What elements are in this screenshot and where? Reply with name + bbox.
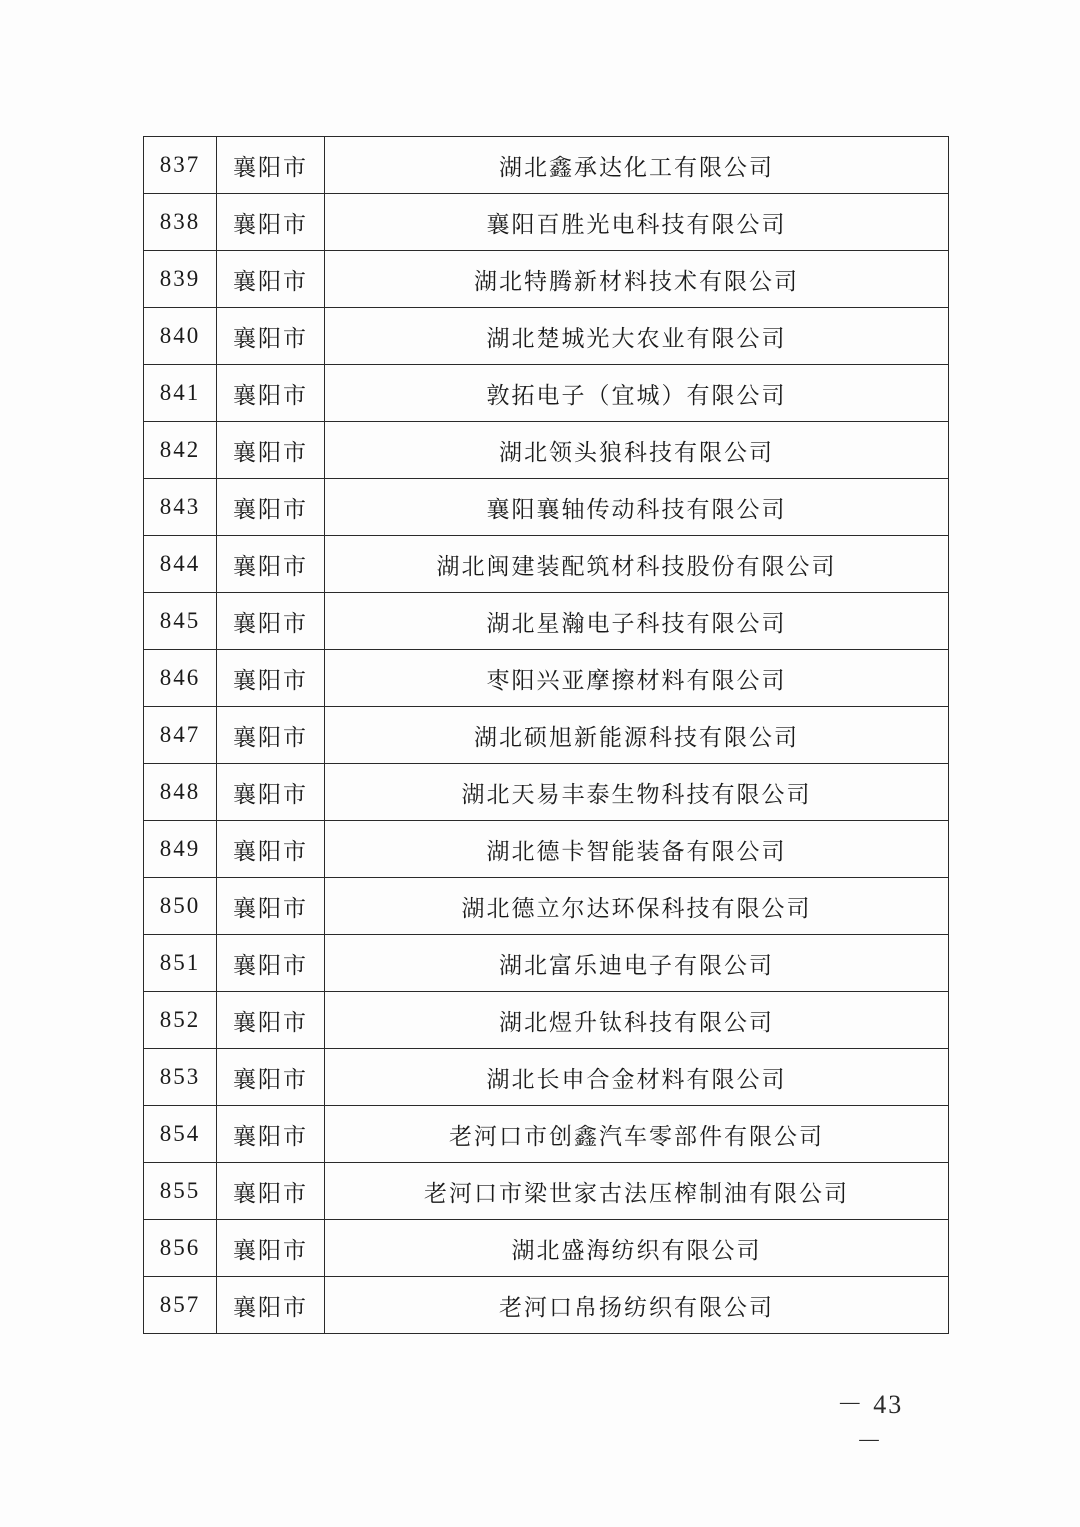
table-row	[144, 821, 949, 878]
row-number-cell: 849	[144, 821, 217, 878]
company-list-table	[143, 136, 949, 1334]
table-row	[144, 1049, 949, 1106]
city-cell: 襄阳市	[217, 821, 325, 878]
city-cell: 襄阳市	[217, 593, 325, 650]
row-number-cell: 838	[144, 194, 217, 251]
city-cell: 襄阳市	[217, 992, 325, 1049]
city-cell: 襄阳市	[217, 764, 325, 821]
company-name-cell: 湖北特腾新材料技术有限公司	[325, 251, 949, 308]
company-name-cell: 枣阳兴亚摩擦材料有限公司	[325, 650, 949, 707]
row-number-cell: 853	[144, 1049, 217, 1106]
company-name-cell: 湖北煜升钛科技有限公司	[325, 992, 949, 1049]
city-cell: 襄阳市	[217, 1220, 325, 1277]
row-number-cell: 845	[144, 593, 217, 650]
table-row	[144, 764, 949, 821]
table-row	[144, 1220, 949, 1277]
company-name-cell: 湖北闽建装配筑材科技股份有限公司	[325, 536, 949, 593]
company-name-cell: 老河口帛扬纺织有限公司	[325, 1277, 949, 1334]
company-name-cell: 老河口市创鑫汽车零部件有限公司	[325, 1106, 949, 1163]
company-name-cell: 湖北富乐迪电子有限公司	[325, 935, 949, 992]
row-number-cell: 856	[144, 1220, 217, 1277]
row-number-cell: 841	[144, 365, 217, 422]
page-number: － 43 －	[836, 1390, 904, 1456]
table-row	[144, 536, 949, 593]
city-cell: 襄阳市	[217, 878, 325, 935]
table-row	[144, 137, 949, 194]
company-name-cell: 湖北鑫承达化工有限公司	[325, 137, 949, 194]
city-cell: 襄阳市	[217, 137, 325, 194]
table-row	[144, 251, 949, 308]
company-name-cell: 湖北德卡智能装备有限公司	[325, 821, 949, 878]
company-name-cell: 湖北德立尔达环保科技有限公司	[325, 878, 949, 935]
city-cell: 襄阳市	[217, 1106, 325, 1163]
table-row	[144, 593, 949, 650]
city-cell: 襄阳市	[217, 422, 325, 479]
city-cell: 襄阳市	[217, 308, 325, 365]
company-name-cell: 湖北楚城光大农业有限公司	[325, 308, 949, 365]
company-name-cell: 湖北领头狼科技有限公司	[325, 422, 949, 479]
table-row	[144, 365, 949, 422]
city-cell: 襄阳市	[217, 707, 325, 764]
table-row	[144, 479, 949, 536]
table-row	[144, 194, 949, 251]
city-cell: 襄阳市	[217, 365, 325, 422]
table-row	[144, 422, 949, 479]
city-cell: 襄阳市	[217, 1277, 325, 1334]
row-number-cell: 854	[144, 1106, 217, 1163]
city-cell: 襄阳市	[217, 251, 325, 308]
row-number-cell: 852	[144, 992, 217, 1049]
row-number-cell: 837	[144, 137, 217, 194]
company-name-cell: 老河口市梁世家古法压榨制油有限公司	[325, 1163, 949, 1220]
row-number-cell: 851	[144, 935, 217, 992]
row-number-cell: 844	[144, 536, 217, 593]
table-row	[144, 935, 949, 992]
table-row	[144, 1163, 949, 1220]
company-name-cell: 湖北盛海纺织有限公司	[325, 1220, 949, 1277]
company-name-cell: 湖北硕旭新能源科技有限公司	[325, 707, 949, 764]
city-cell: 襄阳市	[217, 536, 325, 593]
row-number-cell: 850	[144, 878, 217, 935]
table-row	[144, 1277, 949, 1334]
row-number-cell: 846	[144, 650, 217, 707]
table-row	[144, 650, 949, 707]
row-number-cell: 843	[144, 479, 217, 536]
city-cell: 襄阳市	[217, 935, 325, 992]
row-number-cell: 855	[144, 1163, 217, 1220]
city-cell: 襄阳市	[217, 1163, 325, 1220]
city-cell: 襄阳市	[217, 194, 325, 251]
city-cell: 襄阳市	[217, 479, 325, 536]
row-number-cell: 857	[144, 1277, 217, 1334]
table-row	[144, 1106, 949, 1163]
row-number-cell: 847	[144, 707, 217, 764]
company-name-cell: 湖北天易丰泰生物科技有限公司	[325, 764, 949, 821]
row-number-cell: 839	[144, 251, 217, 308]
table-row	[144, 308, 949, 365]
table-row	[144, 992, 949, 1049]
row-number-cell: 842	[144, 422, 217, 479]
row-number-cell: 840	[144, 308, 217, 365]
company-name-cell: 湖北长申合金材料有限公司	[325, 1049, 949, 1106]
company-name-cell: 襄阳襄轴传动科技有限公司	[325, 479, 949, 536]
company-name-cell: 襄阳百胜光电科技有限公司	[325, 194, 949, 251]
row-number-cell: 848	[144, 764, 217, 821]
table-body	[144, 137, 949, 1334]
city-cell: 襄阳市	[217, 1049, 325, 1106]
company-name-cell: 敦拓电子（宜城）有限公司	[325, 365, 949, 422]
company-name-cell: 湖北星瀚电子科技有限公司	[325, 593, 949, 650]
table-row	[144, 878, 949, 935]
table-row	[144, 707, 949, 764]
city-cell: 襄阳市	[217, 650, 325, 707]
